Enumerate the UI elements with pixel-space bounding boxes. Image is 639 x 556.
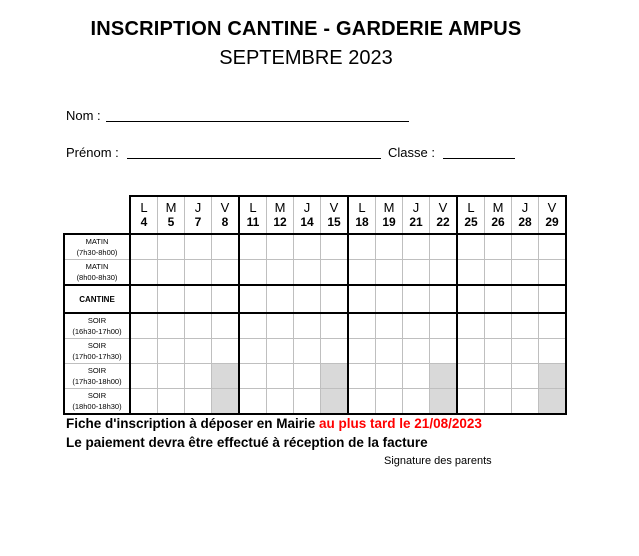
checkbox-cell[interactable] <box>457 234 485 260</box>
checkbox-cell[interactable] <box>185 339 212 364</box>
checkbox-cell[interactable] <box>430 234 458 260</box>
checkbox-cell[interactable] <box>185 313 212 339</box>
row-label <box>64 364 130 389</box>
checkbox-cell[interactable] <box>457 285 485 313</box>
day-letter: M <box>274 200 286 215</box>
day-number: 8 <box>221 215 229 229</box>
deposit-notice-text: Fiche d'inscription à déposer en Mairie <box>66 416 320 431</box>
checkbox-cell[interactable] <box>267 364 294 389</box>
checkbox-cell[interactable] <box>267 285 294 313</box>
grid-corner <box>64 196 130 234</box>
checkbox-cell[interactable] <box>130 389 158 415</box>
checkbox-cell[interactable] <box>485 364 512 389</box>
checkbox-cell[interactable] <box>403 234 430 260</box>
registration-grid <box>63 195 567 415</box>
checkbox-cell[interactable] <box>403 285 430 313</box>
checkbox-cell[interactable] <box>539 260 567 286</box>
checkbox-cell[interactable] <box>239 364 267 389</box>
row-label-time: (16h30-17h00) <box>72 327 122 336</box>
prenom-field[interactable] <box>127 158 381 159</box>
day-number: 26 <box>491 215 505 229</box>
checkbox-cell[interactable] <box>457 389 485 415</box>
checkbox-cell[interactable] <box>348 260 376 286</box>
day-number: 29 <box>545 215 559 229</box>
checkbox-cell[interactable] <box>294 364 321 389</box>
checkbox-cell[interactable] <box>485 234 512 260</box>
row-label-name: SOIR <box>87 316 107 325</box>
checkbox-cell[interactable] <box>457 260 485 286</box>
day-letter: V <box>329 200 339 215</box>
checkbox-cell[interactable] <box>348 389 376 415</box>
checkbox-cell[interactable] <box>403 389 430 415</box>
day-letter: L <box>140 200 148 215</box>
nom-label: Nom : <box>66 108 101 123</box>
day-header <box>539 196 567 234</box>
day-letter: V <box>438 200 448 215</box>
classe-field[interactable] <box>443 158 515 159</box>
checkbox-cell[interactable] <box>185 234 212 260</box>
day-header <box>239 196 267 234</box>
day-number: 11 <box>246 215 260 229</box>
day-number: 12 <box>273 215 287 229</box>
day-number: 25 <box>464 215 478 229</box>
row-label-time: (17h30-18h00) <box>72 377 122 386</box>
day-letter: M <box>383 200 395 215</box>
checkbox-cell[interactable] <box>376 260 403 286</box>
checkbox-cell[interactable] <box>430 389 458 415</box>
row-label <box>64 313 130 339</box>
row-label <box>64 234 130 260</box>
day-number: 22 <box>436 215 450 229</box>
checkbox-cell[interactable] <box>457 339 485 364</box>
checkbox-cell[interactable] <box>267 260 294 286</box>
checkbox-cell[interactable] <box>485 389 512 415</box>
day-header <box>321 196 349 234</box>
checkbox-cell[interactable] <box>348 364 376 389</box>
checkbox-cell[interactable] <box>239 339 267 364</box>
checkbox-cell[interactable] <box>158 389 185 415</box>
checkbox-cell[interactable] <box>539 234 567 260</box>
day-header <box>403 196 430 234</box>
prenom-label: Prénom : <box>66 145 119 160</box>
day-header <box>512 196 539 234</box>
checkbox-cell[interactable] <box>239 260 267 286</box>
checkbox-cell[interactable] <box>403 260 430 286</box>
checkbox-cell[interactable] <box>376 234 403 260</box>
row-label-time: (8h00-8h30) <box>76 273 118 282</box>
checkbox-cell[interactable] <box>512 234 539 260</box>
row-label-name: SOIR <box>87 366 107 375</box>
classe-label: Classe : <box>388 145 435 160</box>
checkbox-cell[interactable] <box>294 313 321 339</box>
checkbox-cell[interactable] <box>212 234 240 260</box>
checkbox-cell[interactable] <box>512 339 539 364</box>
checkbox-cell[interactable] <box>539 313 567 339</box>
checkbox-cell[interactable] <box>294 260 321 286</box>
checkbox-cell[interactable] <box>539 339 567 364</box>
checkbox-cell[interactable] <box>158 313 185 339</box>
deposit-notice <box>66 416 482 431</box>
checkbox-cell[interactable] <box>376 285 403 313</box>
checkbox-cell[interactable] <box>512 364 539 389</box>
day-letter: J <box>303 200 311 215</box>
checkbox-cell[interactable] <box>185 285 212 313</box>
day-number: 21 <box>409 215 423 229</box>
day-header <box>430 196 458 234</box>
table-row <box>64 313 566 339</box>
day-letter: M <box>492 200 504 215</box>
row-label-name: MATIN <box>85 262 109 271</box>
checkbox-cell[interactable] <box>376 364 403 389</box>
checkbox-cell[interactable] <box>294 285 321 313</box>
checkbox-cell[interactable] <box>158 364 185 389</box>
day-number: 18 <box>355 215 369 229</box>
checkbox-cell[interactable] <box>130 234 158 260</box>
day-letter: L <box>467 200 475 215</box>
checkbox-cell[interactable] <box>485 260 512 286</box>
checkbox-cell[interactable] <box>130 285 158 313</box>
day-header <box>457 196 485 234</box>
checkbox-cell[interactable] <box>512 313 539 339</box>
checkbox-cell[interactable] <box>485 339 512 364</box>
checkbox-cell[interactable] <box>294 389 321 415</box>
checkbox-cell[interactable] <box>185 260 212 286</box>
checkbox-cell[interactable] <box>321 339 349 364</box>
checkbox-cell[interactable] <box>430 285 458 313</box>
checkbox-cell[interactable] <box>430 260 458 286</box>
day-header <box>130 196 158 234</box>
table-row <box>64 285 566 313</box>
checkbox-cell[interactable] <box>239 285 267 313</box>
checkbox-cell[interactable] <box>294 234 321 260</box>
day-header <box>212 196 240 234</box>
checkbox-cell[interactable] <box>348 339 376 364</box>
checkbox-cell[interactable] <box>321 285 349 313</box>
checkbox-cell[interactable] <box>403 364 430 389</box>
checkbox-cell[interactable] <box>485 285 512 313</box>
page-subtitle: SEPTEMBRE 2023 <box>219 47 393 69</box>
row-label-time: (18h00-18h30) <box>72 402 122 411</box>
day-number: 5 <box>167 215 175 229</box>
nom-field[interactable] <box>106 121 409 122</box>
day-number: 14 <box>300 215 314 229</box>
checkbox-cell[interactable] <box>512 285 539 313</box>
checkbox-cell[interactable] <box>158 339 185 364</box>
checkbox-cell[interactable] <box>457 313 485 339</box>
checkbox-cell[interactable] <box>158 234 185 260</box>
checkbox-cell[interactable] <box>130 339 158 364</box>
day-letter: J <box>412 200 420 215</box>
table-row <box>64 339 566 364</box>
checkbox-cell[interactable] <box>430 313 458 339</box>
checkbox-cell[interactable] <box>212 260 240 286</box>
day-number: 28 <box>518 215 532 229</box>
day-letter: L <box>249 200 257 215</box>
day-letter: M <box>165 200 177 215</box>
checkbox-cell[interactable] <box>130 260 158 286</box>
checkbox-cell[interactable] <box>212 313 240 339</box>
checkbox-cell[interactable] <box>185 364 212 389</box>
day-header <box>348 196 376 234</box>
row-label <box>64 389 130 415</box>
table-row <box>64 260 566 286</box>
row-label <box>64 339 130 364</box>
checkbox-cell[interactable] <box>485 313 512 339</box>
checkbox-cell[interactable] <box>158 260 185 286</box>
checkbox-cell[interactable] <box>430 364 458 389</box>
checkbox-cell[interactable] <box>239 313 267 339</box>
day-number: 15 <box>327 215 341 229</box>
checkbox-cell[interactable] <box>130 364 158 389</box>
day-number: 19 <box>382 215 396 229</box>
day-header <box>485 196 512 234</box>
checkbox-cell[interactable] <box>212 285 240 313</box>
checkbox-cell[interactable] <box>376 389 403 415</box>
checkbox-cell[interactable] <box>457 364 485 389</box>
row-label-time: (17h00-17h30) <box>72 352 122 361</box>
checkbox-cell[interactable] <box>512 260 539 286</box>
checkbox-cell[interactable] <box>539 285 567 313</box>
day-letter: V <box>220 200 230 215</box>
day-letter: V <box>547 200 557 215</box>
checkbox-cell[interactable] <box>267 389 294 415</box>
checkbox-cell[interactable] <box>376 313 403 339</box>
checkbox-cell[interactable] <box>185 389 212 415</box>
row-label <box>64 285 130 313</box>
payment-notice: Le paiement devra être effectué à réception de la facture <box>66 435 428 450</box>
row-label-name: MATIN <box>85 237 109 246</box>
checkbox-cell[interactable] <box>294 339 321 364</box>
row-label-name: SOIR <box>87 391 107 400</box>
checkbox-cell[interactable] <box>212 389 240 415</box>
deadline-text: au plus tard le 21/08/2023 <box>319 416 482 431</box>
day-letter: J <box>194 200 202 215</box>
day-letter: L <box>358 200 366 215</box>
checkbox-cell[interactable] <box>212 364 240 389</box>
day-header <box>376 196 403 234</box>
checkbox-cell[interactable] <box>348 285 376 313</box>
checkbox-cell[interactable] <box>158 285 185 313</box>
table-row <box>64 234 566 260</box>
day-header <box>158 196 185 234</box>
checkbox-cell[interactable] <box>321 260 349 286</box>
row-label-name: SOIR <box>87 341 107 350</box>
checkbox-cell[interactable] <box>130 313 158 339</box>
checkbox-cell[interactable] <box>376 339 403 364</box>
signature-label: Signature des parents <box>384 455 492 467</box>
row-label <box>64 260 130 286</box>
checkbox-cell[interactable] <box>321 313 349 339</box>
checkbox-cell[interactable] <box>267 234 294 260</box>
checkbox-cell[interactable] <box>267 339 294 364</box>
day-header <box>294 196 321 234</box>
checkbox-cell[interactable] <box>512 389 539 415</box>
day-letter: J <box>521 200 529 215</box>
checkbox-cell[interactable] <box>321 389 349 415</box>
row-label-time: (7h30-8h00) <box>76 248 118 257</box>
checkbox-cell[interactable] <box>239 389 267 415</box>
day-number: 7 <box>194 215 202 229</box>
day-header <box>185 196 212 234</box>
checkbox-cell[interactable] <box>430 339 458 364</box>
checkbox-cell[interactable] <box>403 339 430 364</box>
checkbox-cell[interactable] <box>321 364 349 389</box>
checkbox-cell[interactable] <box>321 234 349 260</box>
table-row <box>64 389 566 415</box>
checkbox-cell[interactable] <box>348 234 376 260</box>
checkbox-cell[interactable] <box>403 313 430 339</box>
day-number: 4 <box>140 215 148 229</box>
table-row <box>64 364 566 389</box>
checkbox-cell[interactable] <box>539 364 567 389</box>
checkbox-cell[interactable] <box>267 313 294 339</box>
checkbox-cell[interactable] <box>239 234 267 260</box>
checkbox-cell[interactable] <box>212 339 240 364</box>
page-title: INSCRIPTION CANTINE - GARDERIE AMPUS <box>90 18 522 40</box>
row-label-name: CANTINE <box>79 294 115 304</box>
checkbox-cell[interactable] <box>348 313 376 339</box>
day-header <box>267 196 294 234</box>
checkbox-cell[interactable] <box>539 389 567 415</box>
